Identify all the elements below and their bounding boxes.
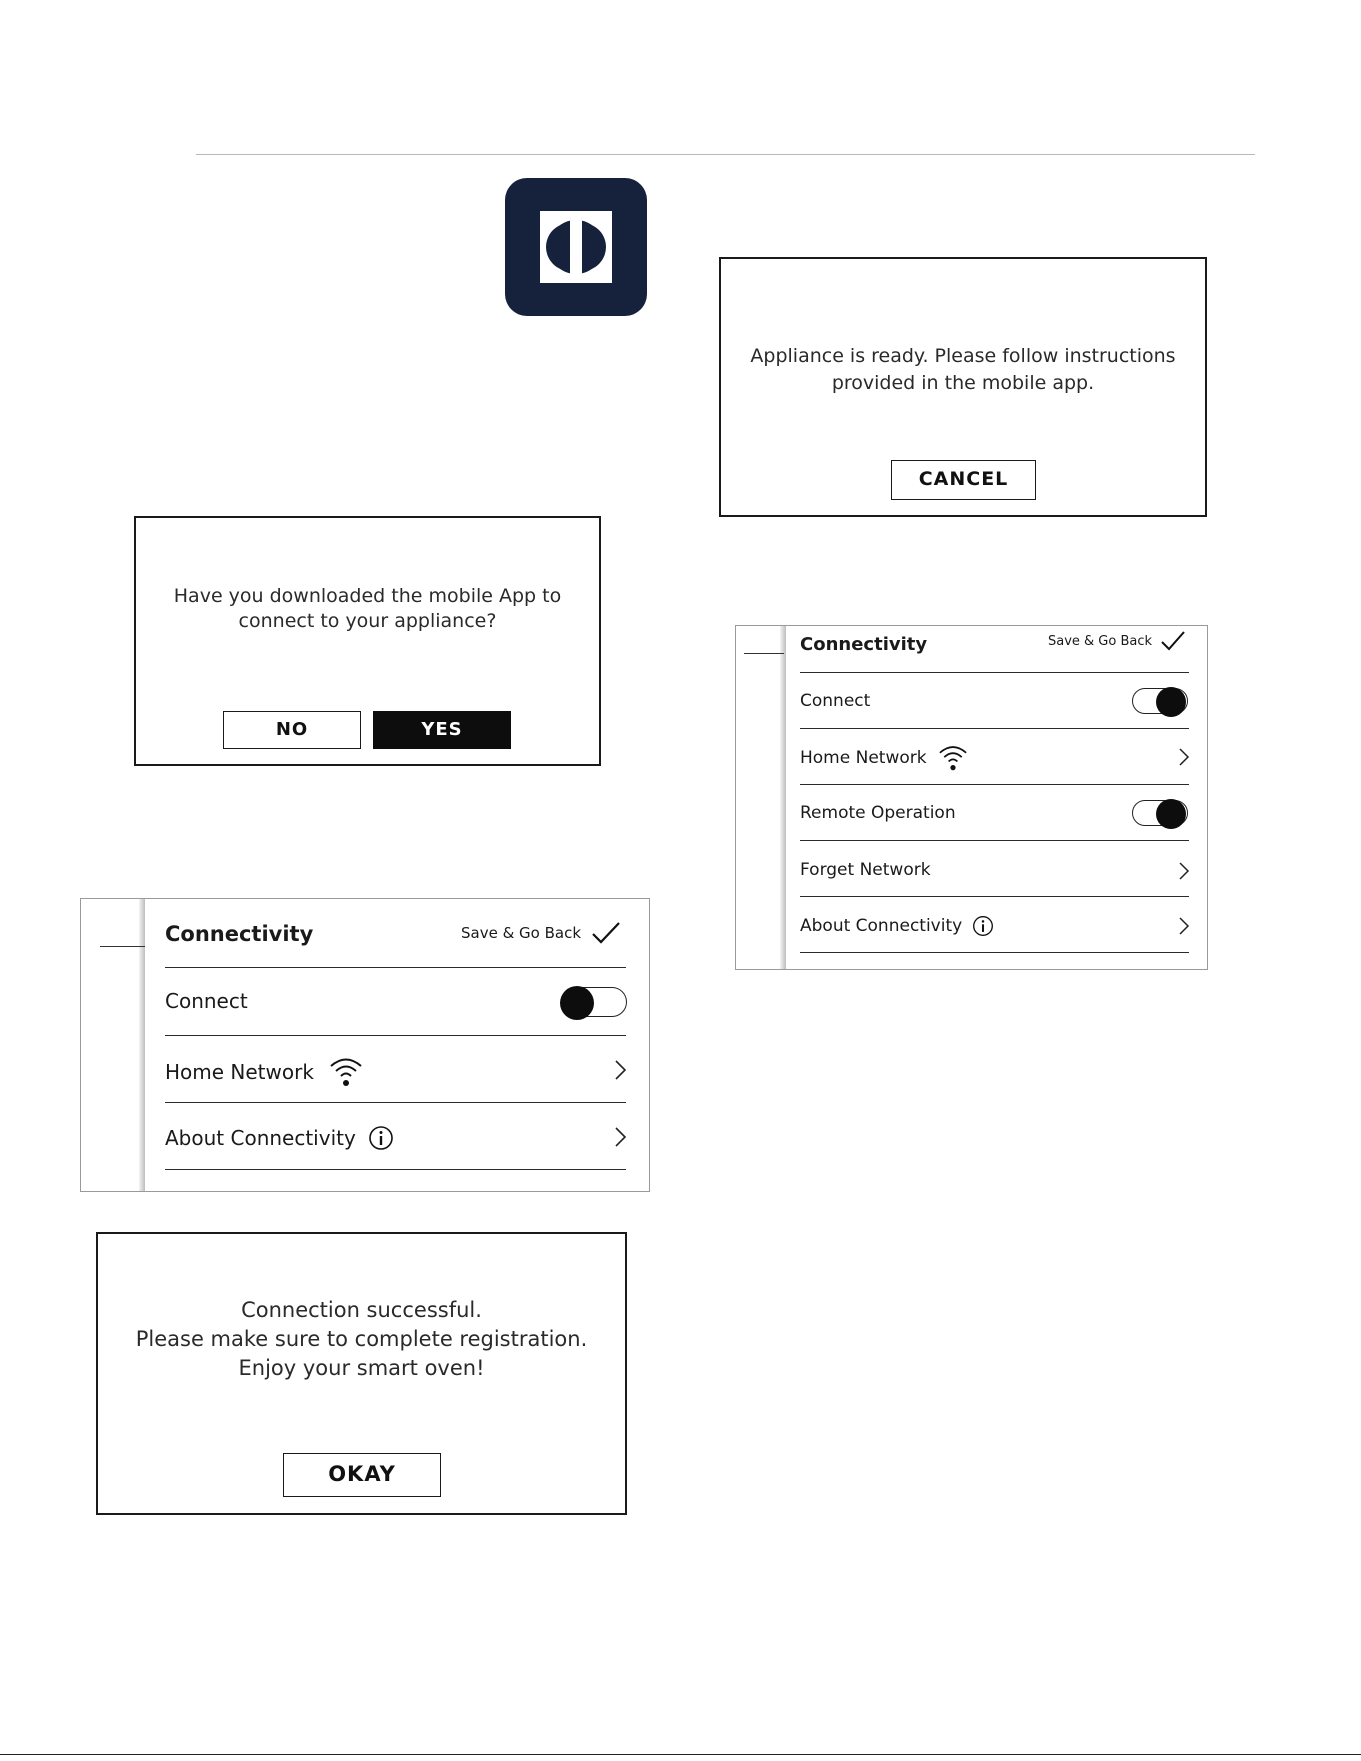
- download-app-message: [136, 584, 599, 634]
- appliance-ready-message: [721, 343, 1205, 397]
- panel-title: Connectivity: [165, 922, 314, 946]
- save-go-back-button[interactable]: [1048, 630, 1186, 652]
- about-connectivity-row[interactable]: [165, 1125, 394, 1151]
- toggle-knob: [1156, 687, 1186, 717]
- checkmark-icon: [1160, 630, 1186, 652]
- remote-operation-row-label: Remote Operation: [800, 803, 956, 823]
- about-connectivity-label: About Connectivity: [800, 916, 963, 936]
- row-divider: [800, 840, 1189, 841]
- home-network-label: Home Network: [800, 748, 927, 768]
- message-line: connect to your appliance?: [238, 610, 497, 632]
- wifi-icon: [937, 744, 969, 772]
- remote-operation-toggle[interactable]: [1132, 800, 1188, 826]
- message-line: Have you downloaded the mobile App to: [173, 585, 562, 607]
- row-divider: [165, 967, 626, 968]
- panel-stub-line: [100, 946, 145, 947]
- row-divider: [800, 952, 1189, 953]
- electrolux-logo-icon: [540, 211, 612, 283]
- save-go-back-label: Save & Go Back: [461, 924, 582, 942]
- chevron-right-icon[interactable]: [1178, 916, 1190, 936]
- chevron-right-icon[interactable]: [614, 1126, 628, 1148]
- home-network-row[interactable]: [165, 1056, 364, 1088]
- row-divider: [165, 1102, 626, 1103]
- connect-toggle[interactable]: [1132, 688, 1188, 714]
- message-line: Connection successful.: [241, 1298, 482, 1322]
- panel-scroll-shadow: [139, 899, 145, 1191]
- save-go-back-button[interactable]: [461, 921, 621, 945]
- checkmark-icon: [591, 921, 621, 945]
- connection-success-dialog: [96, 1232, 627, 1515]
- row-divider: [800, 896, 1189, 897]
- message-line: Appliance is ready. Please follow instructions: [750, 345, 1176, 367]
- message-line: Please make sure to complete registration.: [135, 1327, 588, 1351]
- panel-title: Connectivity: [800, 634, 928, 655]
- download-app-dialog: [134, 516, 601, 766]
- yes-button[interactable]: YES: [373, 711, 511, 749]
- okay-button[interactable]: OKAY: [283, 1453, 441, 1497]
- row-divider: [165, 1169, 626, 1170]
- appliance-ready-dialog: [719, 257, 1207, 517]
- cancel-button[interactable]: CANCEL: [891, 460, 1036, 500]
- chevron-right-icon[interactable]: [1178, 747, 1190, 767]
- toggle-knob: [1156, 799, 1186, 829]
- chevron-right-icon[interactable]: [614, 1059, 628, 1081]
- no-button[interactable]: NO: [223, 711, 361, 749]
- forget-network-row[interactable]: Forget Network: [800, 860, 931, 880]
- connection-success-message: [98, 1296, 625, 1383]
- connectivity-panel-basic: [80, 898, 650, 1192]
- message-line: Enjoy your smart oven!: [238, 1356, 485, 1380]
- top-divider: [196, 154, 1255, 155]
- info-icon: [368, 1125, 394, 1151]
- connect-row-label: Connect: [800, 691, 871, 711]
- electrolux-app-icon: [505, 178, 647, 316]
- row-divider: [800, 728, 1189, 729]
- panel-stub-line: [744, 653, 784, 654]
- panel-scroll-shadow: [780, 626, 786, 969]
- connect-row-label: Connect: [165, 989, 248, 1013]
- home-network-row[interactable]: [800, 744, 969, 772]
- message-line: provided in the mobile app.: [831, 372, 1095, 394]
- row-divider: [165, 1035, 626, 1036]
- about-connectivity-row[interactable]: [800, 915, 994, 937]
- about-connectivity-label: About Connectivity: [165, 1126, 356, 1150]
- bottom-divider: [0, 1754, 1361, 1755]
- row-divider: [800, 672, 1189, 673]
- connect-toggle[interactable]: [561, 987, 627, 1017]
- save-go-back-label: Save & Go Back: [1048, 633, 1153, 649]
- wifi-icon: [328, 1056, 364, 1088]
- chevron-right-icon[interactable]: [1178, 861, 1190, 881]
- info-icon: [972, 915, 994, 937]
- connectivity-panel-full: [735, 625, 1208, 970]
- toggle-knob: [560, 986, 594, 1020]
- home-network-label: Home Network: [165, 1060, 314, 1084]
- row-divider: [800, 784, 1189, 785]
